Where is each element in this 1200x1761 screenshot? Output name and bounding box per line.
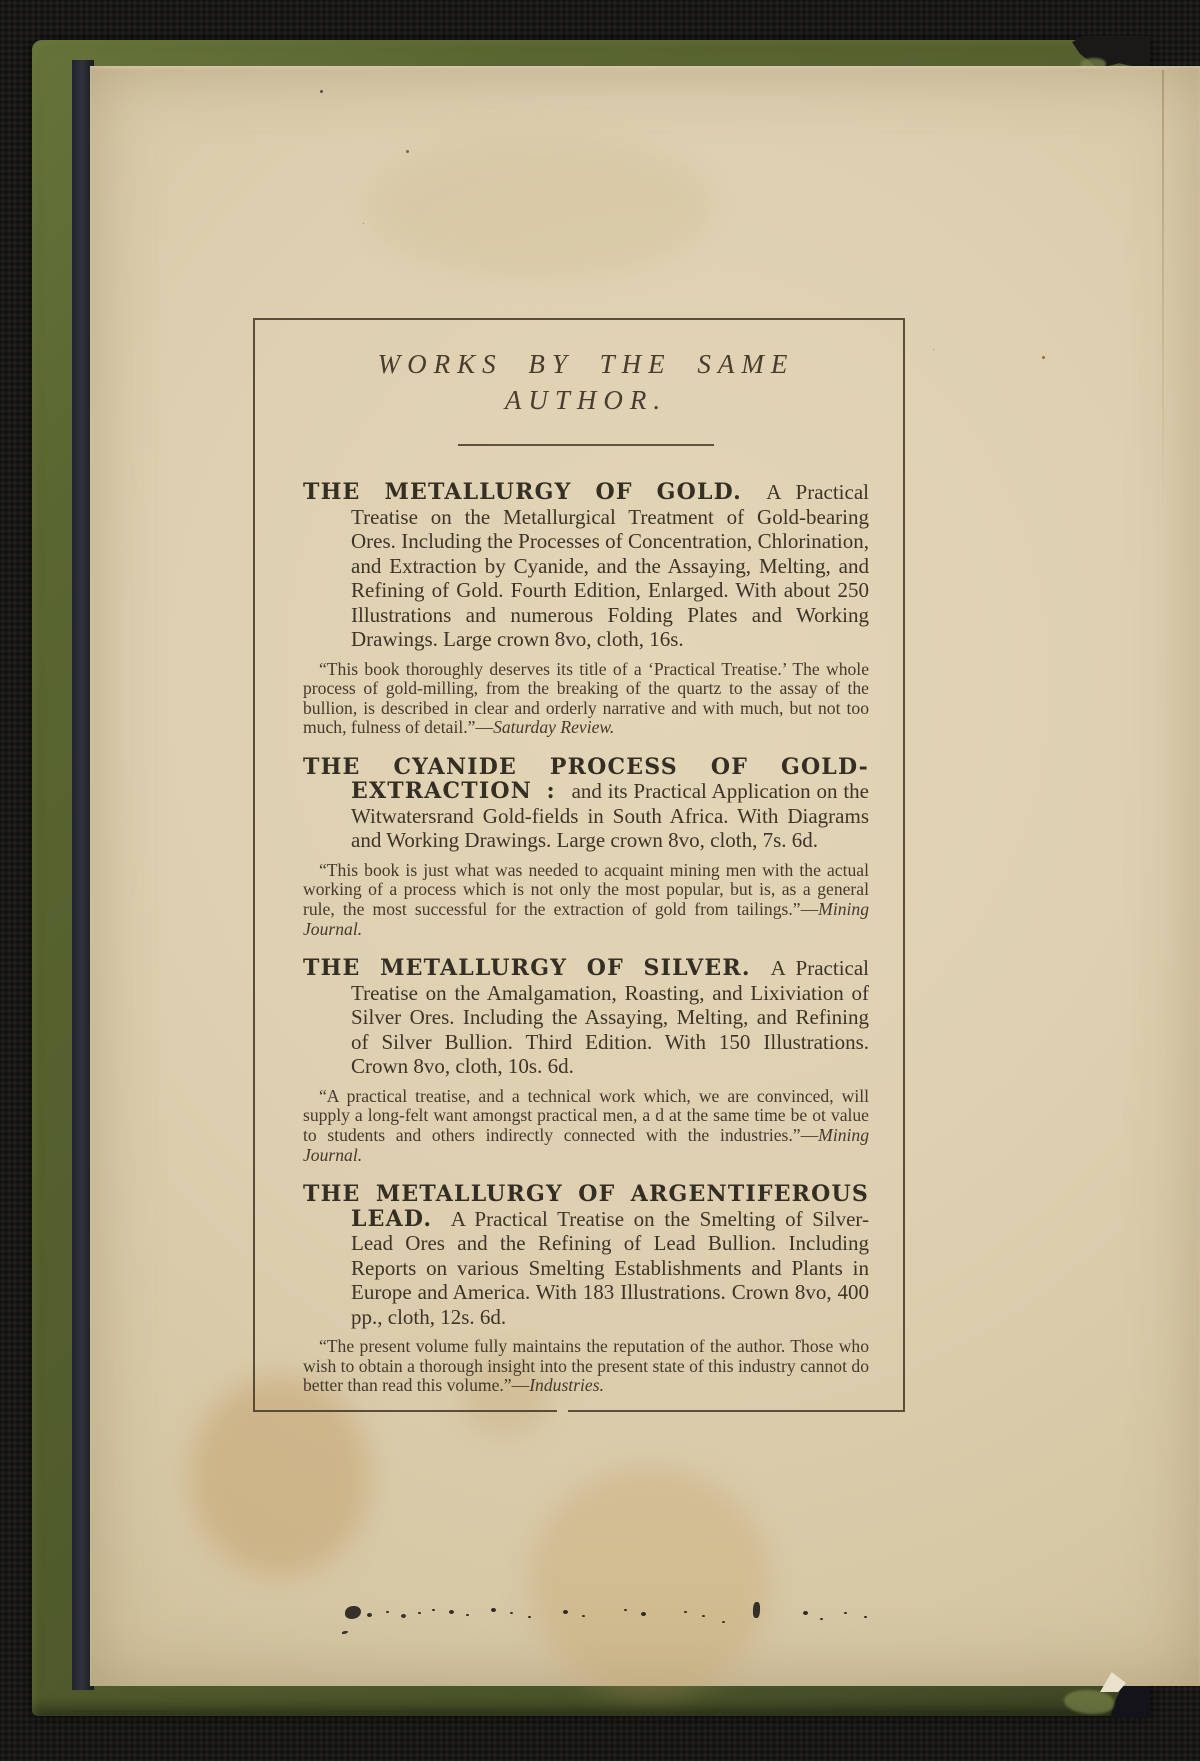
ink-dots: [367, 1613, 372, 1617]
review-quote: [303, 861, 869, 939]
review-quote: [303, 1087, 869, 1165]
paper-stain: [530, 1466, 770, 1696]
ink-offset-marks: [345, 1600, 885, 1644]
book-entry-silver: [303, 956, 869, 1079]
divider-rule: [458, 444, 714, 446]
book-description: A Practical Treatise on the Metallurgical Treatment of Gold-bearing Ores. Including the Processes of Concentration, Chlorination, and Extraction by Cyanide, and the Assaying, Melting, and Refining of Gold. Fourth Edition, Enlarged. With about 250 Illustrations and numerous Folding Plates and Working Drawings. Large crown 8vo, cloth, 16s.: [351, 480, 869, 651]
quote-text: “This book thoroughly deserves its title of a ‘Practical Treatise.’ The whole process of gold-milling, from the breaking of the quartz to the assay of the bullion, is described in clear and orderly narrative and with much, but not too much, fulness of detail.”—: [303, 658, 869, 738]
page-crease: [1162, 70, 1164, 520]
page-heading: WORKS BY THE SAME AUTHOR.: [377, 349, 795, 415]
book-entry-cyanide: [303, 755, 869, 853]
review-quote: [303, 1337, 869, 1396]
book-entry-lead: [303, 1182, 869, 1329]
review-quote: [303, 660, 869, 738]
book-entry-gold: [303, 480, 869, 652]
quote-text: “The present volume fully maintains the reputation of the author. Those who wish to obtain a thorough insight into the present state of this industry cannot do better than read this volume.”—: [303, 1336, 869, 1396]
book-title: THE CYANIDE PROCESS OF GOLD-EXTRACTION :: [303, 753, 869, 805]
book-description: A Practical Treatise on the Amalgamation, Roasting, and Lixiviation of Silver Ores. Including the Assaying, Melting, and Refining of Silver Bullion. Third Edition. With 150 Illustrations. Crown 8vo, cloth, 10s. 6d.: [351, 956, 870, 1079]
quote-text: “A practical treatise, and a technical work which, we are convinced, will supply a long-felt want amongst practical men, a d at the same time be ot value to students and others indirectly connected with the industries.”—: [303, 1085, 869, 1145]
book-title: THE METALLURGY OF SILVER.: [303, 955, 751, 982]
frame-border-gap: [557, 1408, 568, 1413]
book-title: THE METALLURGY OF ARGENTIFEROUS LEAD.: [303, 1181, 869, 1232]
cover-fray-bottom-right: [1064, 1690, 1114, 1714]
printed-border-frame: [253, 318, 905, 1412]
quote-attribution: Mining Journal.: [303, 899, 869, 939]
book-page: [90, 66, 1200, 1686]
quote-text: “This book is just what was needed to acquaint mining men with the actual working of a process which is not only the most popular, but is, as a general rule, the most successful for the extraction of gold from tailings.”—: [303, 859, 869, 920]
book-description: and its Practical Application on the Witwatersrand Gold-fields in South Africa. With Diagrams and Working Drawings. Large crown 8vo, cloth, 7s. 6d.: [351, 779, 869, 853]
paper-stain: [370, 136, 710, 276]
book-description: A Practical Treatise on the Smelting of Silver-Lead Ores and the Refining of Lead Bullion. Including Reports on various Smelting Establishments and Plants in Europe and America. With 183 Illustrations. Crown 8vo, 400 pp., cloth, 12s. 6d.: [351, 1206, 869, 1329]
ink-blob: [345, 1606, 361, 1619]
paper-specks: [320, 90, 323, 93]
quote-attribution: Industries.: [529, 1375, 604, 1396]
quote-attribution: Saturday Review.: [493, 717, 615, 738]
book-title: THE METALLURGY OF GOLD.: [303, 479, 742, 505]
ink-mark: [753, 1602, 761, 1618]
quote-attribution: Mining Journal.: [303, 1124, 869, 1165]
